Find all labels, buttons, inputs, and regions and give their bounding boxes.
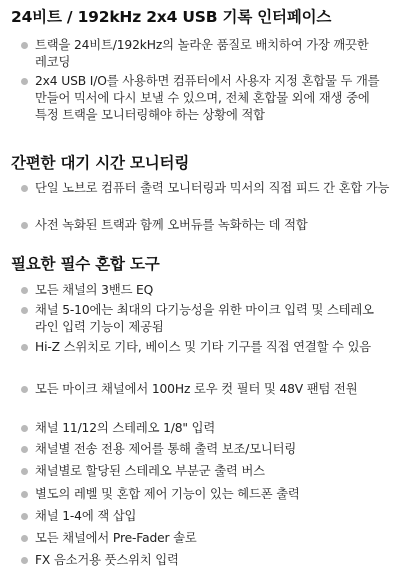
bullet-icon: [21, 468, 28, 475]
section-title-latency-monitoring: 간편한 대기 시간 모니터링: [11, 154, 190, 172]
list-item-text: FX 음소거용 풋스위치 입력: [35, 553, 179, 567]
bullet-icon: [21, 535, 28, 542]
list-item-text: 채널 11/12의 스테레오 1/8" 입력: [35, 421, 216, 435]
bullet-icon: [21, 344, 28, 351]
list-item-text: 채널별 전송 전용 제어를 통해 출력 보조/모니터링: [35, 442, 297, 456]
bullet-icon: [21, 307, 28, 314]
bullet-icon: [21, 446, 28, 453]
bullet-icon: [21, 42, 28, 49]
list-item-text: 채널 1-4에 잭 삽입: [35, 509, 137, 523]
list-item-text: Hi-Z 스위치로 기타, 베이스 및 기타 기구를 직접 연결할 수 있음: [35, 340, 372, 354]
bullet-icon: [21, 425, 28, 432]
list-item-text: 단일 노브로 컴퓨터 출력 모니터링과 믹서의 직접 피드 간 혼합 가능: [35, 181, 390, 195]
list-item-text: 채널 5-10에는 최대의 다기능성을 위한 마이크 입력 및 스테레오 라인 입력 기능이 제공됨: [35, 303, 374, 334]
bullet-icon: [21, 78, 28, 85]
list-item-text: 모든 마이크 채널에서 100Hz 로우 컷 필터 및 48V 팬텀 전원: [35, 382, 358, 396]
bullet-icon: [21, 513, 28, 520]
list-item-text: 모든 채널에서 Pre-Fader 솔로: [35, 531, 197, 545]
list-item-text: 채널별로 할당된 스테레오 부분군 출력 버스: [35, 464, 265, 478]
section-title-mixing-tools: 필요한 필수 혼합 도구: [11, 255, 160, 273]
bullet-icon: [21, 185, 28, 192]
bullet-icon: [21, 491, 28, 498]
list-item-text: 사전 녹화된 트랙과 함께 오버듀를 녹화하는 데 적합: [35, 218, 308, 232]
list-item-text: 2x4 USB I/O를 사용하면 컴퓨터에서 사용자 지정 혼합물 두 개를 만들어 믹서에 다시 보낼 수 있으며, 전체 혼합물 외에 재생 중에 특정 트랙을 모니터링해야 하는 상황에 적합: [35, 74, 380, 122]
section-title-usb-interface: 24비트 / 192kHz 2x4 USB 기록 인터페이스: [11, 8, 332, 26]
list-item-text: 모든 채널의 3밴드 EQ: [35, 283, 154, 297]
bullet-icon: [21, 222, 28, 229]
list-item-text: 트랙을 24비트/192kHz의 놀라운 품질로 배치하여 가장 깨끗한 레코딩: [35, 38, 369, 69]
bullet-icon: [21, 287, 28, 294]
bullet-icon: [21, 386, 28, 393]
bullet-icon: [21, 557, 28, 564]
list-item-text: 별도의 레벨 및 혼합 제어 기능이 있는 헤드폰 출력: [35, 487, 300, 501]
